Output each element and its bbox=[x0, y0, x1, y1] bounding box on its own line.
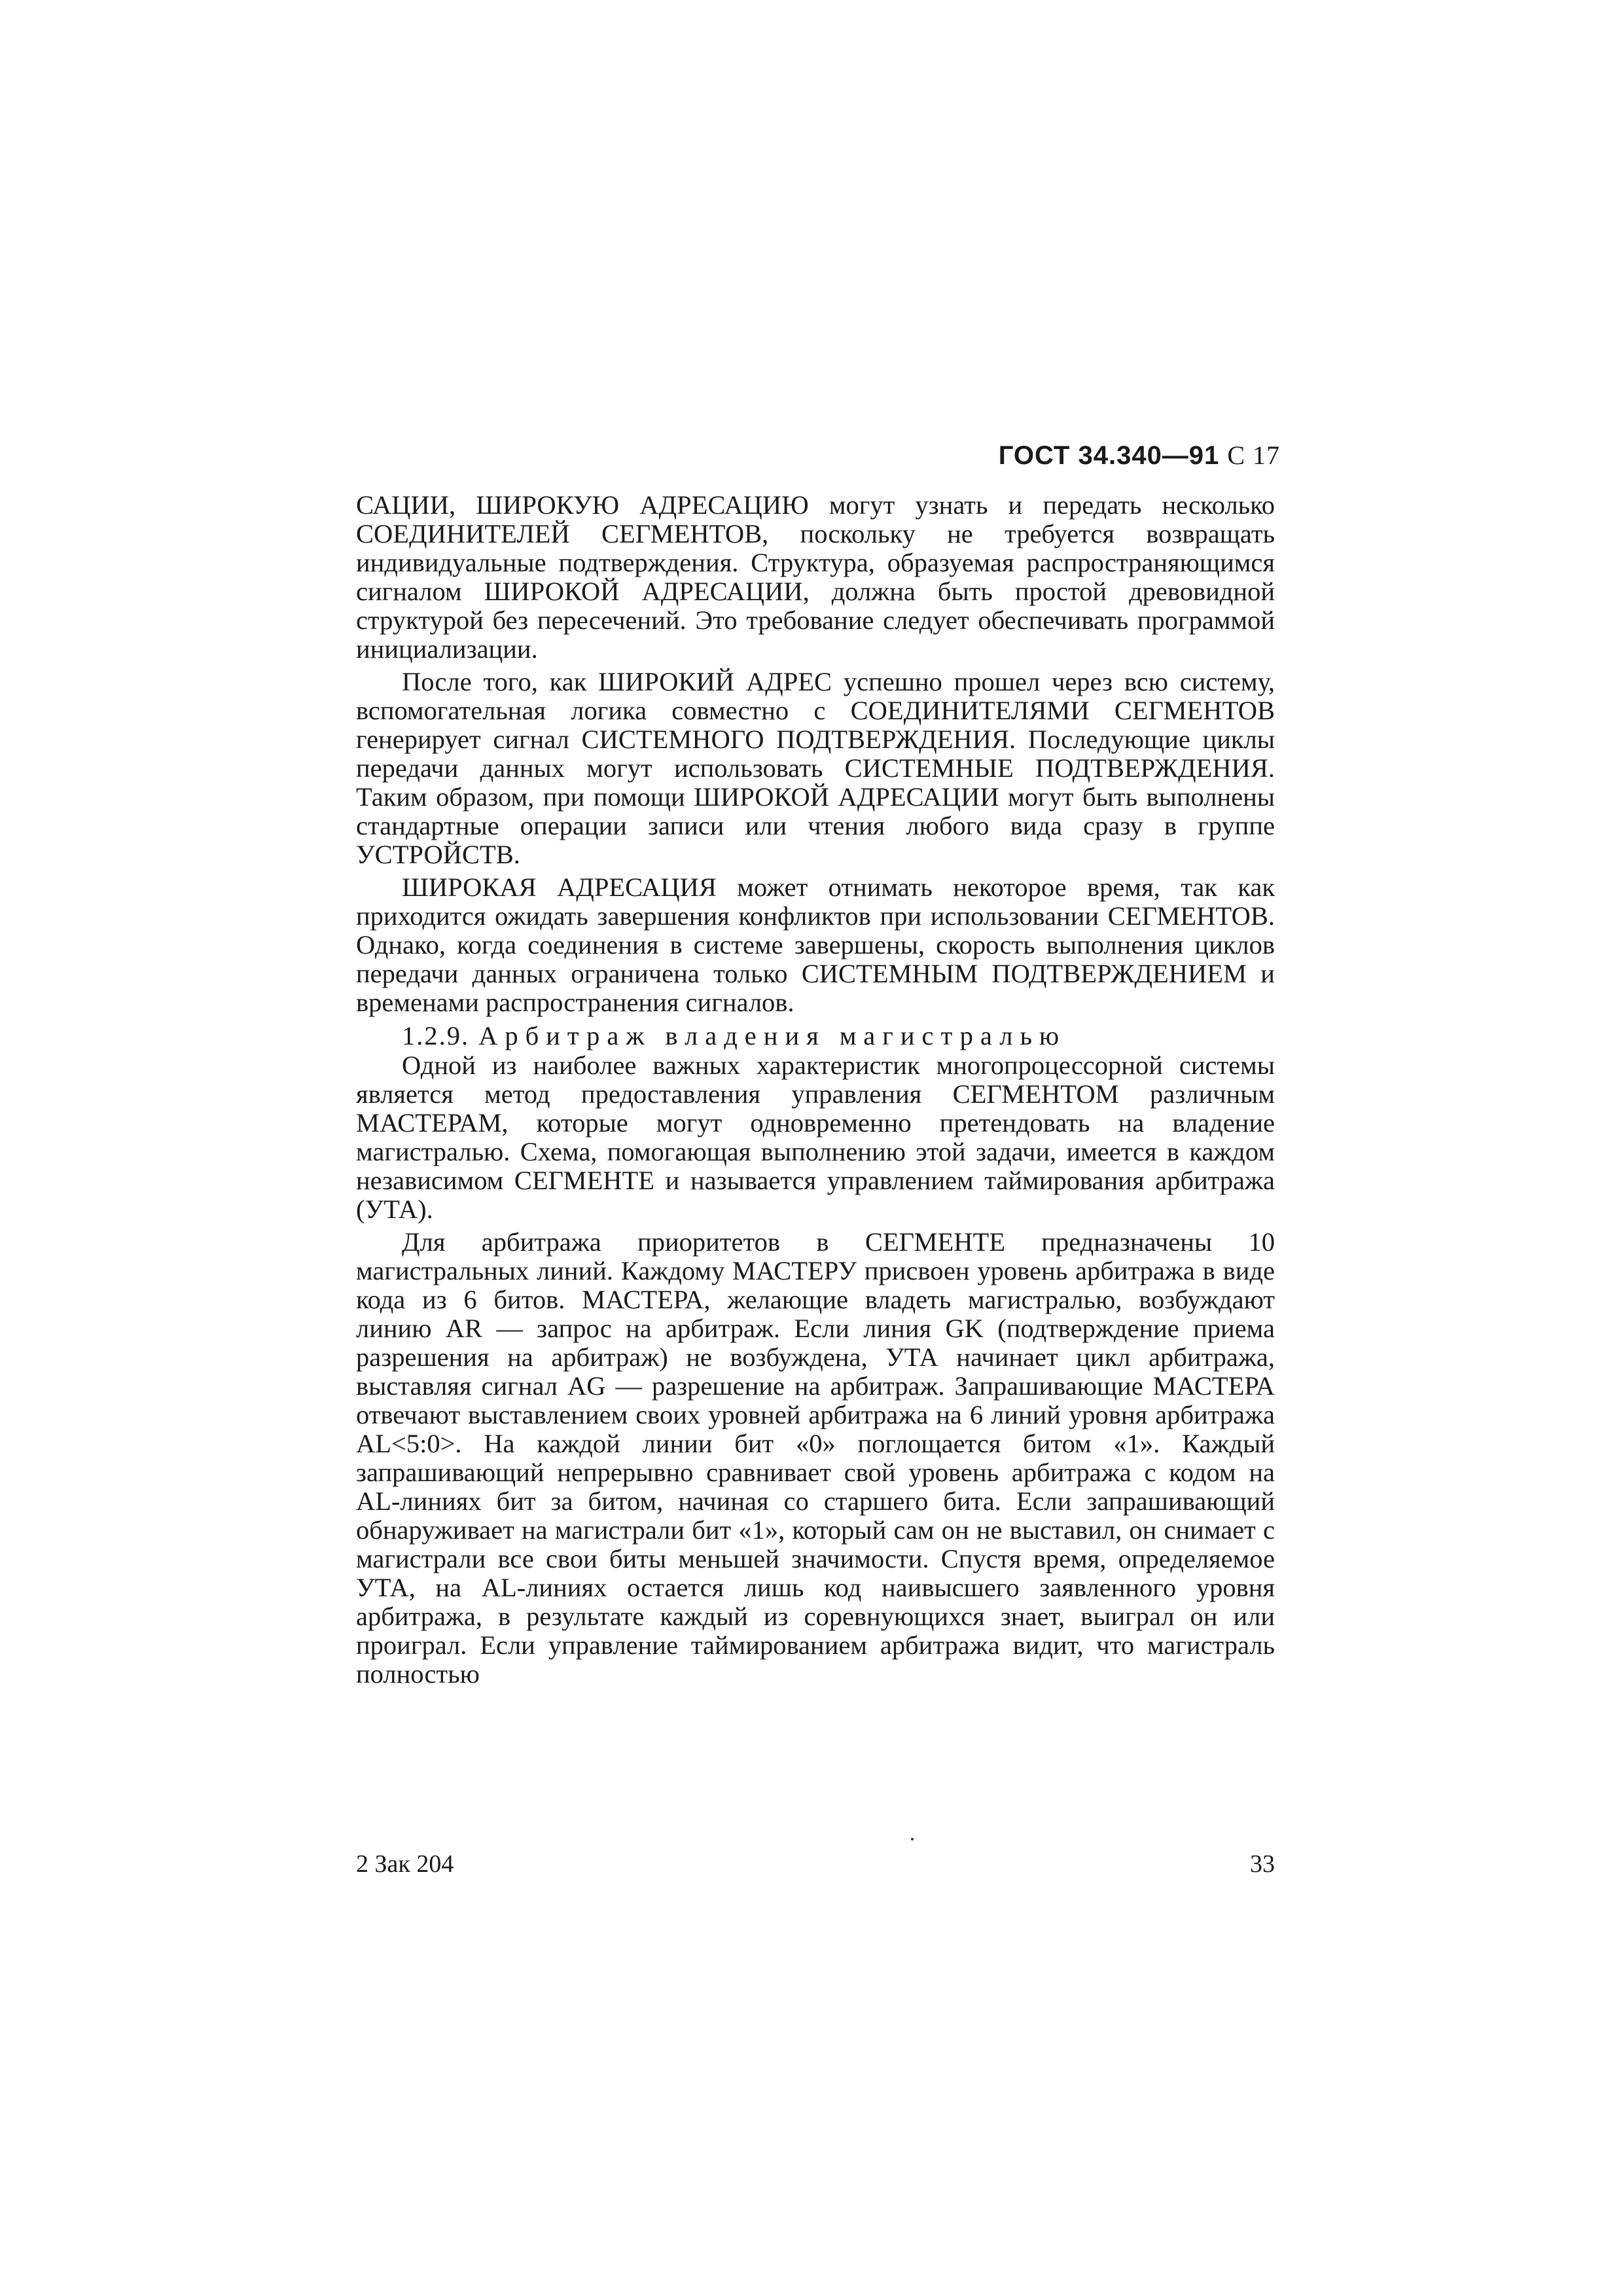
paragraph-system-acknowledge: После того, как ШИРОКИЙ АДРЕС успешно прошел через всю систему, вспомогательная логика совместно с СОЕДИНИТЕЛЯМИ СЕГМЕНТОВ генерирует сигнал СИСТЕМНОГО ПОДТВЕРЖДЕНИЯ. Последующие циклы передачи данных могут использовать СИСТЕМНЫЕ ПОДТВЕРЖДЕНИЯ. Таким образом, при помощи ШИРОКОЙ АДРЕСАЦИИ могут быть выполнены стандартные операции записи или чтения любого вида сразу в группе УСТРОЙСТВ. bbox=[356, 667, 1275, 869]
section-number: 1.2.9. bbox=[402, 1021, 470, 1050]
document-body bbox=[356, 491, 1275, 1693]
section-title: Арбитраж владения магистралью bbox=[478, 1021, 1067, 1050]
print-speck bbox=[911, 1838, 914, 1840]
page-label: С 17 bbox=[1227, 440, 1280, 470]
page-number: 33 bbox=[1250, 1850, 1275, 1878]
paragraph-broad-addressing-time: ШИРОКАЯ АДРЕСАЦИЯ может отнимать некоторое время, так как приходится ожидать завершения конфликтов при использовании СЕГМЕНТОВ. Однако, когда соединения в системе завершены, скорость выполнения циклов передачи данных ограничена только СИСТЕМНЫМ ПОДТВЕРЖДЕНИЕМ и временами распространения сигналов. bbox=[356, 872, 1275, 1017]
paragraph-arbitration-priorities: Для арбитража приоритетов в СЕГМЕНТЕ предназначены 10 магистральных линий. Каждому МАСТЕРУ присвоен уровень арбитража в виде кода из 6 битов. МАСТЕРА, желающие владеть магистралью, возбуждают линию AR — запрос на арбитраж. Если линия GK (подтверждение приема разрешения на арбитраж) не возбуждена, УТА начинает цикл арбитража, выставляя сигнал AG — разрешение на арбитраж. Запрашивающие МАСТЕРА отвечают выставлением своих уровней арбитража на 6 линий уровня арбитража AL<5:0>. На каждой линии бит «0» поглощается битом «1». Каждый запрашивающий непрерывно сравнивает свой уровень арбитража с кодом на AL-линиях бит за битом, начиная со старшего бита. Если запрашивающий обнаруживает на магистрали бит «1», который сам он не выставил, он снимает с магистрали все свои биты меньшей значимости. Спустя время, определяемое УТА, на AL-линиях остается лишь код наивысшего заявленного уровня арбитража, в результате каждый из соревнующихся знает, выиграл он или проиграл. Если управление таймированием арбитража видит, что магистраль полностью bbox=[356, 1227, 1275, 1689]
section-heading bbox=[356, 1021, 1275, 1051]
paragraph-arbitration-intro: Одной из наиболее важных характеристик многопроцессорной системы является метод предоставления управления СЕГМЕНТОМ различным МАСТЕРАМ, которые могут одновременно претендовать на владение магистралью. Схема, помогающая выполнению этой задачи, имеется в каждом независимом СЕГМЕНТЕ и называется управлением таймирования арбитража (УТА). bbox=[356, 1050, 1275, 1224]
order-number: 2 Зак 204 bbox=[356, 1850, 454, 1878]
page-header bbox=[999, 440, 1280, 471]
paragraph-continued: САЦИИ, ШИРОКУЮ АДРЕСАЦИЮ могут узнать и передать несколько СОЕДИНИТЕЛЕЙ СЕГМЕНТОВ, поскольку не требуется возвращать индивидуальные подтверждения. Структура, образуемая распространяющимся сигналом ШИРОКОЙ АДРЕСАЦИИ, должна быть простой древовидной структурой без пересечений. Это требование следует обеспечивать программой инициализации. bbox=[356, 490, 1275, 664]
standard-number: ГОСТ 34.340—91 bbox=[998, 441, 1220, 470]
page-footer bbox=[356, 1850, 1275, 1878]
